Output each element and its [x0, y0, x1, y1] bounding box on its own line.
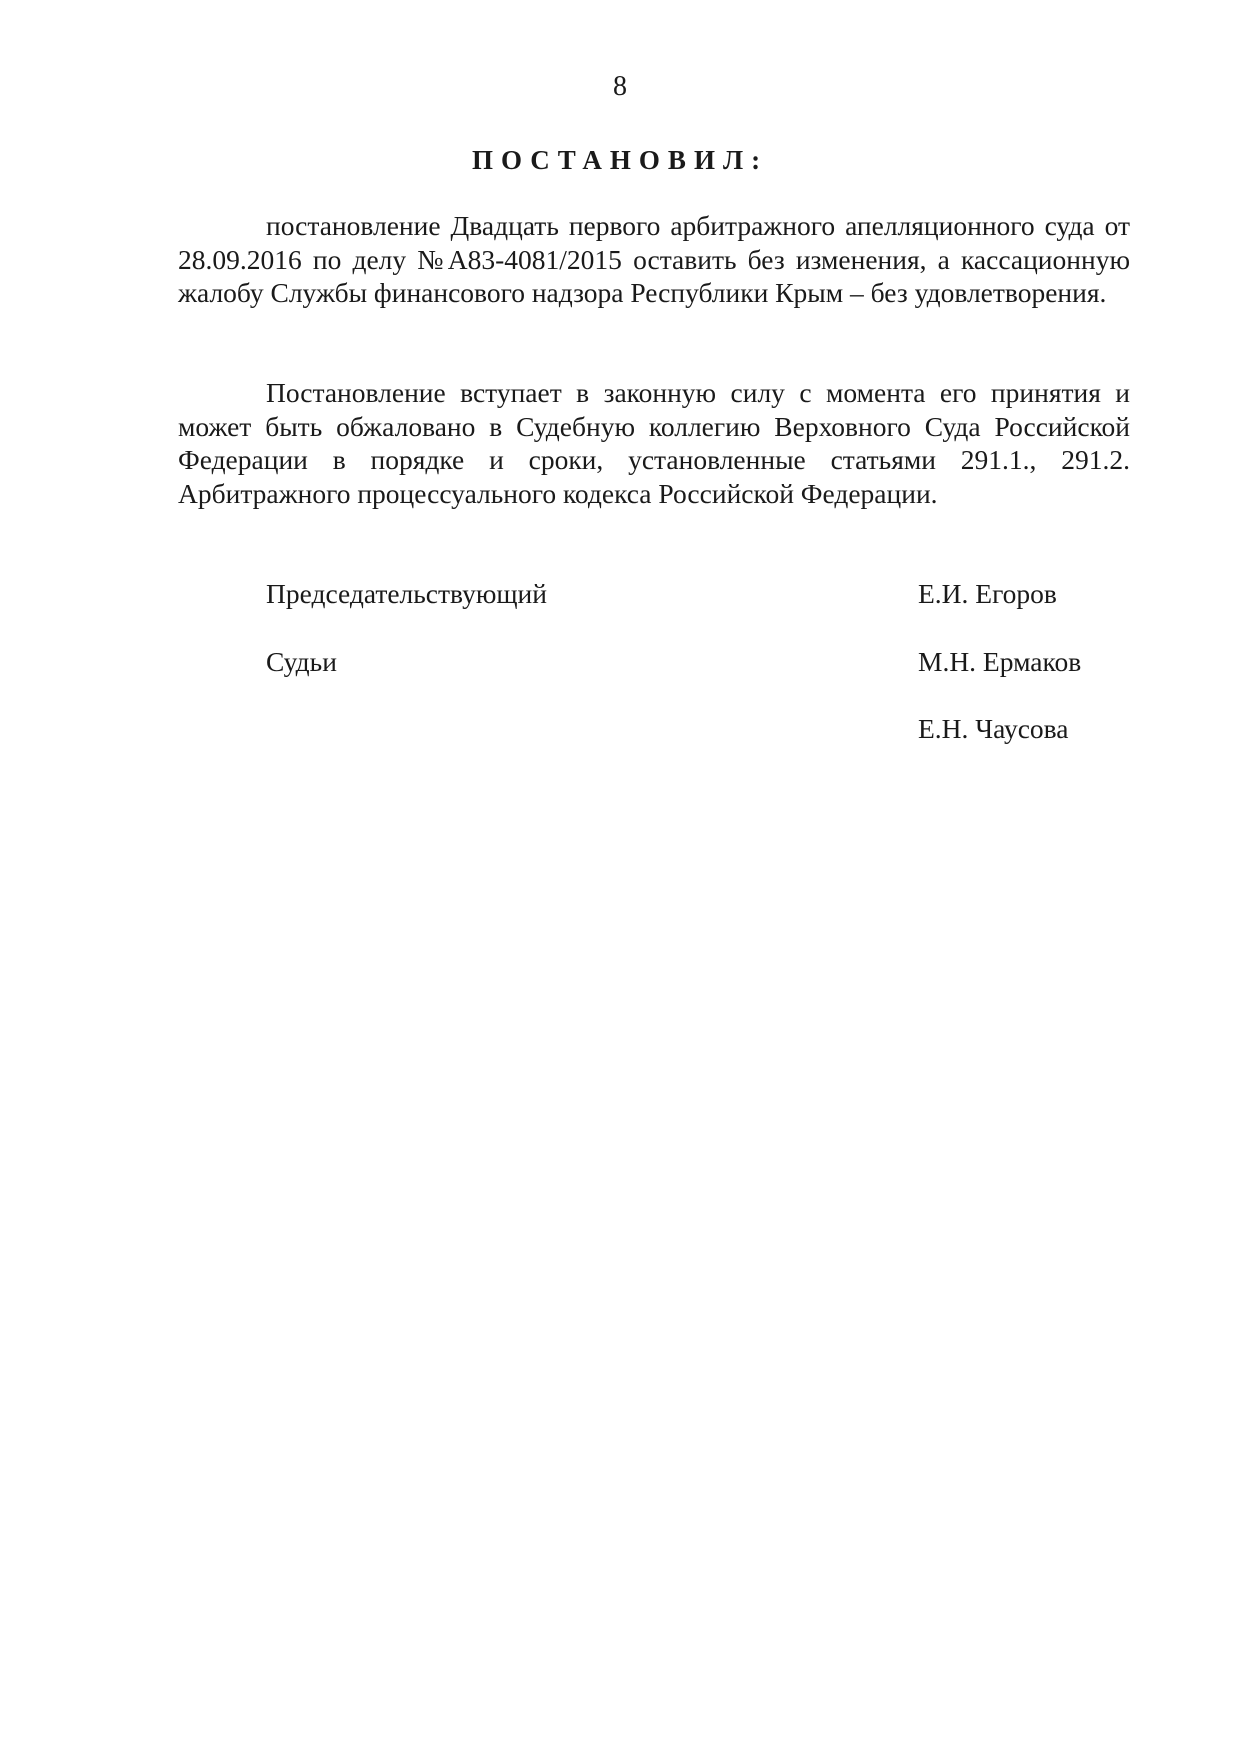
signature-name: Е.И. Егоров — [918, 578, 1057, 609]
signature-role: Судьи — [266, 646, 337, 677]
signature-name: Е.Н. Чаусова — [918, 713, 1069, 744]
signature-name: М.Н. Ермаков — [918, 646, 1082, 677]
page-number: 8 — [613, 71, 627, 102]
resolution-paragraph — [178, 209, 1130, 310]
paragraph-text: постановление Двадцать первого арбитражного апелляционного суда от 28.09.2016 по делу №А83-4081/2015 оставить без изменения, а кассационную жалобу Службы финансового надзора Республики Крым – без удовлетворения. — [178, 210, 1130, 308]
resolution-heading: ПОСТАНОВИЛ: — [471, 145, 769, 175]
paragraph-text: Постановление вступает в законную силу с момента его принятия и может быть обжаловано в Судебную коллегию Верховного Суда Российской Федерации в порядке и сроки, установленные статьями 291.1., 291.2. Арбитражного процессуального кодекса Российской Федерации. — [178, 377, 1130, 509]
signature-role: Председательствующий — [266, 578, 547, 609]
appeal-paragraph — [178, 376, 1130, 510]
